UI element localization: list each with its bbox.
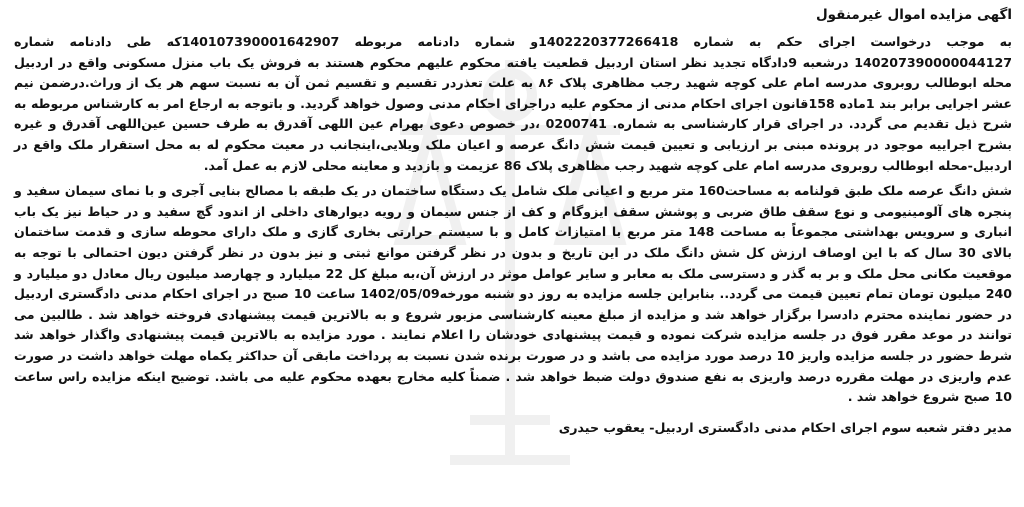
notice-paragraph-property-details: شش دانگ عرصه ملک طبق قولنامه به مساحت160 متر مربع و اعیانی ملک شامل یک دستگاه ساختمان در یک طبقه با مصالح بنایی آجری و با نمای سیمان سفید و پنجره های آلومینیومی و نوع سقف طاق ضربی و پوشش سقف ایزوگام و کف از جنس سیمان و رویه دیوارهای داخلی از اندود گچ سفید و در حیاط نیز یک باب انباری و سرویس بهداشتی مجموعاً به مساحت 148 متر مربع با امتیازات کامل و با سیستم حرارتی بخاری گازی و ملک دارای محوطه سازی و قدمت ساختمان بالای 30 سال که با این اوصاف ارزش کل شش دانگ ملک در این تاریخ و بدون در نظر گرفتن موانع ثبتی و نیز بدون در نظر گرفتن دیون احتمالی با توجه به موقعیت مکانی محل ملک و بر به گذر و دسترسی ملک به معابر و سایر عوامل موثر در ارزش آن،به مبلغ کل 22 میلیارد و چهارصد میلیون ریال معادل دو میلیارد و 240 میلیون تومان تمام تعیین قیمت می گردد.. بنابراین جلسه مزایده به روز دو شنبه مورخه1402/05/09 ساعت 10 صبح در اجرای احکام مدنی دادگستری اردبیل در حضور نماینده محترم دادسرا برگزار خواهد شد و مزایده از مبلغ معینه کارشناسی مزبور شروع و به بالاترین قیمت پیشنهادی فروخته خواهد شد . طالبین می توانند در موعد مقرر فوق در جلسه مزایده شرکت نموده و قیمت پیشنهادی خودشان را اعلام نمایند . مورد مزایده به بالاترین قیمت پیشنهادی واگذار خواهد شد شرط حضور در جلسه مزایده واریز 10 درصد مورد مزایده می باشد و در صورت برنده شدن نسبت به پرداخت مابقی آن حداکثر یکماه مهلت خواهد داشت در صورت عدم واریزی در مهلت مقرره درصد واریزی به نفع صندوق دولت ضبط خواهد شد . ضمناً کلیه مخارج بعهده محکوم علیه می باشد. توضیح اینکه مزایده راس ساعت 10 صبح شروع خواهد شد . [14,183,1012,405]
notice-paragraph-request: به موجب درخواست اجرای حکم به شماره 1402220377266418و شماره دادنامه مربوطه 140107390001642907که طی دادنامه شماره 140207390000044127 درشعبه 9دادگاه تجدید نظر استان اردبیل قطعیت یافته محکوم علیهم محکوم هستند به فروش یک باب منزل مسکونی واقع در اردبیل محله ابوطالب روبروی مدرسه امام علی کوچه شهید رجب مظاهری پلاک ۸۶ به علت تعذردر تقسیم و تقسیم ثمن آن به نسبت سهم هر یک از وراث.درضمن نیم عشر اجرایی برابر بند 1ماده 158قانون اجرای احکام مدنی از محکوم علیه دراجرای احکام مدنی وصول خواهد گردید. و باتوجه به ارجاع امر به کارشناس مربوطه به شرح ذیل تقدیم می گردد. در اجرای قرار کارشناسی به شماره. 0200741 ،در خصوص دعوی بهرام عین اللهی آقدرق به طرف حسین عین‌اللهی آقدرق و غیره بشرح اجراییه موجود در پرونده مبنی بر ارزیابی و تعیین قیمت شش دانگ عرصه و اعیان ملک ویلایی،اینجانب در معیت محکوم له به محل استقرار ملک واقع در اردبیل-محله ابوطالب روبروی مدرسه امام علی کوچه شهید رجب مظاهری پلاک 86 عزیمت و بازدید و معاینه محلی لازم به عمل آمد. [14,34,1013,173]
notice-signature: مدیر دفتر شعبه سوم اجرای احکام مدنی دادگستری اردبیل- یعقوب حیدری [558,419,1012,435]
notice-title: اگهی مزایده اموال غیرمنقول [815,7,1012,23]
